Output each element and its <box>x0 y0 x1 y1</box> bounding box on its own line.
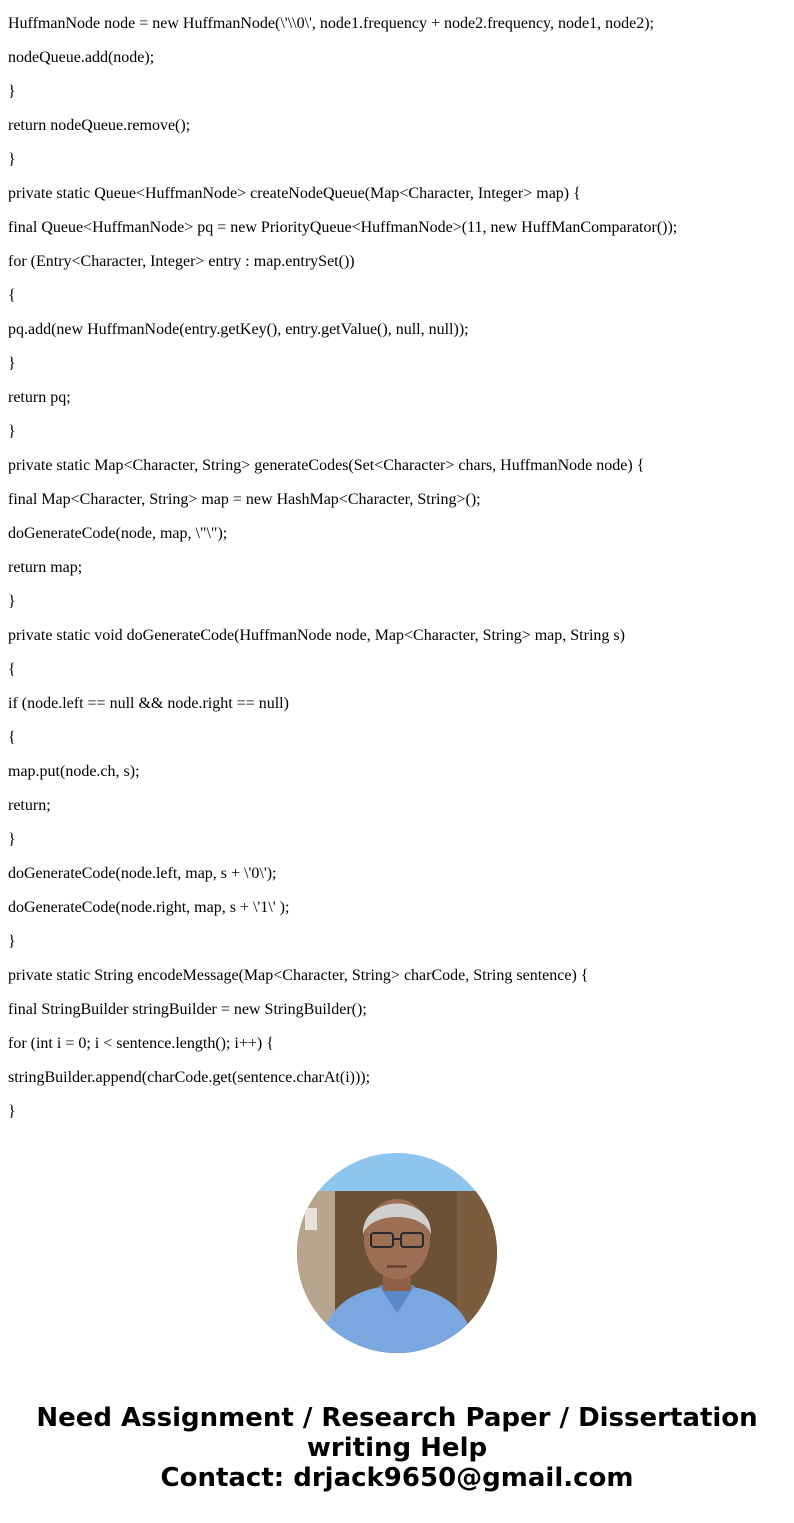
promo-contact: Contact: drjack9650@gmail.com <box>160 1463 634 1493</box>
code-line: return; <box>8 797 51 814</box>
promo-subheadline: writing Help <box>306 1433 488 1463</box>
code-line: } <box>8 151 16 168</box>
code-line: final Queue<HuffmanNode> pq = new PriorityQueue<HuffmanNode>(11, new HuffManComparator()); <box>8 219 678 236</box>
code-line: private static String encodeMessage(Map<Character, String> charCode, String sentence) { <box>8 967 589 984</box>
code-line: if (node.left == null && node.right == null) <box>8 695 289 712</box>
code-line: { <box>8 287 16 304</box>
code-line: final StringBuilder stringBuilder = new StringBuilder(); <box>8 1001 367 1018</box>
promo-headline: Need Assignment / Research Paper / Dissertation <box>36 1403 758 1433</box>
code-line: final Map<Character, String> map = new HashMap<Character, String>(); <box>8 491 481 508</box>
code-line: private static Queue<HuffmanNode> createNodeQueue(Map<Character, Integer> map) { <box>8 185 581 202</box>
code-line: map.put(node.ch, s); <box>8 763 140 780</box>
code-line: pq.add(new HuffmanNode(entry.getKey(), entry.getValue(), null, null)); <box>8 321 469 338</box>
code-line: stringBuilder.append(charCode.get(sentence.charAt(i))); <box>8 1069 371 1086</box>
code-line: for (Entry<Character, Integer> entry : map.entrySet()) <box>8 253 355 270</box>
code-line: } <box>8 933 16 950</box>
code-line: } <box>8 423 16 440</box>
code-line: } <box>8 83 16 100</box>
code-listing <box>8 13 788 1135</box>
code-line: } <box>8 593 16 610</box>
code-line: for (int i = 0; i < sentence.length(); i++) { <box>8 1035 274 1052</box>
code-line: return pq; <box>8 389 71 406</box>
code-line: } <box>8 831 16 848</box>
code-line: { <box>8 661 16 678</box>
code-line: HuffmanNode node = new HuffmanNode(\'\\0\', node1.frequency + node2.frequency, node1, node2); <box>8 15 654 32</box>
code-line: nodeQueue.add(node); <box>8 49 155 66</box>
code-line: return map; <box>8 559 83 576</box>
code-line: doGenerateCode(node.left, map, s + \'0\'); <box>8 865 277 882</box>
person-photo-icon <box>297 1153 497 1353</box>
code-line: doGenerateCode(node, map, \"\"); <box>8 525 228 542</box>
code-line: } <box>8 355 16 372</box>
code-line: private static Map<Character, String> generateCodes(Set<Character> chars, HuffmanNode node) { <box>8 457 645 474</box>
code-line: return nodeQueue.remove(); <box>8 117 191 134</box>
code-line: private static void doGenerateCode(HuffmanNode node, Map<Character, String> map, String s) <box>8 627 625 644</box>
author-avatar <box>297 1153 497 1353</box>
code-line: } <box>8 1103 16 1120</box>
code-line: doGenerateCode(node.right, map, s + \'1\' ); <box>8 899 290 916</box>
code-line: { <box>8 729 16 746</box>
promo-banner <box>0 1403 794 1493</box>
